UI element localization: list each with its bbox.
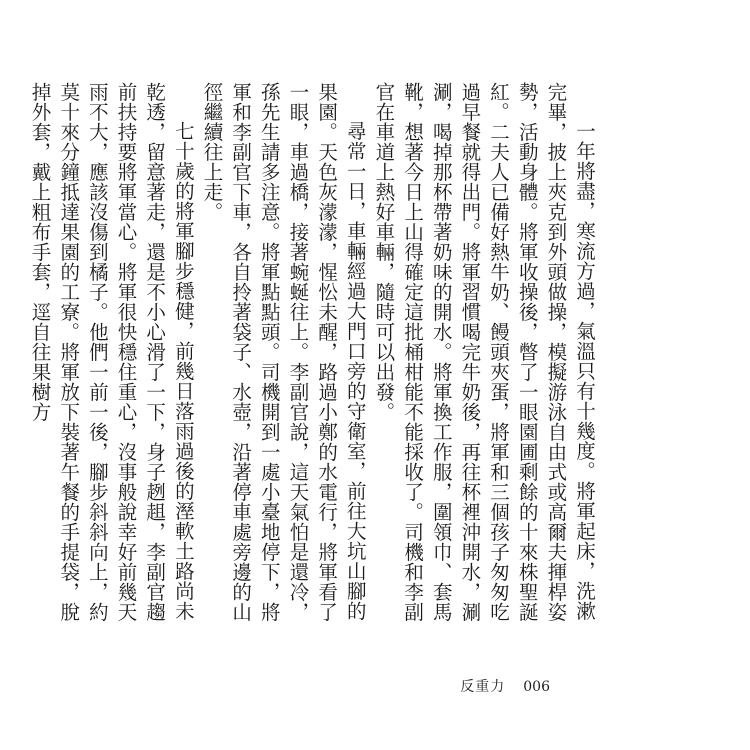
page-footer	[460, 676, 550, 696]
paragraph-1: 一年將盡，寒流方過，氣溫只有十幾度。將軍起床，洗漱完畢，披上夾克到外頭做操，模擬游泳自由式或高爾夫揮桿姿勢，活動身體。將軍收操後，暼了一眼園圃剩餘的十來株聖誕紅。二夫人已備好熱牛奶、饅頭夾蛋，將軍和三個孩子匆匆吃過早餐就得出門。將軍習慣喝完牛奶後，再往杯裡沖開水，涮涮，喝掉那杯帶著奶味的開水。將軍換工作服，圍領巾、套馬靴，想著今日上山得確定這批桶柑能不能採收了。司機和李副官在車道上熱好車輛，隨時可以出發。	[372, 82, 596, 622]
paragraph-2: 尋常一日，車輛經過大門口旁的守衛室，前往大坑山腳的果園。天色灰濛濛，惺忪未醒，路過小鄭的水電行，將軍看了一眼，車過橋，接著蜿蜒往上。李副官說，這天氣怕是還冷，孫先生請多注意。將軍點點頭。司機開到一處小臺地停下，將軍和李副官下車，各自拎著袋子、水壺，沿著停車處旁邊的山徑繼續往上走。	[200, 82, 367, 622]
paragraph-3: 七十歲的將軍腳步穩健，前幾日落雨過後的溼軟土路尚未乾透，留意著走，還是不小心滑了一下，身子趔趄，李副官趨前扶持要將軍當心。將軍很快穩住重心，沒事般說幸好前幾天雨不大，應該沒傷到橘子。他們一前一後，腳步斜斜向上，約莫十來分鐘抵達果園的工寮。將軍放下裝著午餐的手提袋，脫掉外套，戴上粗布手套，逕自往果樹方	[28, 82, 195, 622]
body-text	[28, 82, 598, 624]
page-number: 006	[523, 679, 550, 695]
running-title: 反重力	[460, 679, 506, 695]
